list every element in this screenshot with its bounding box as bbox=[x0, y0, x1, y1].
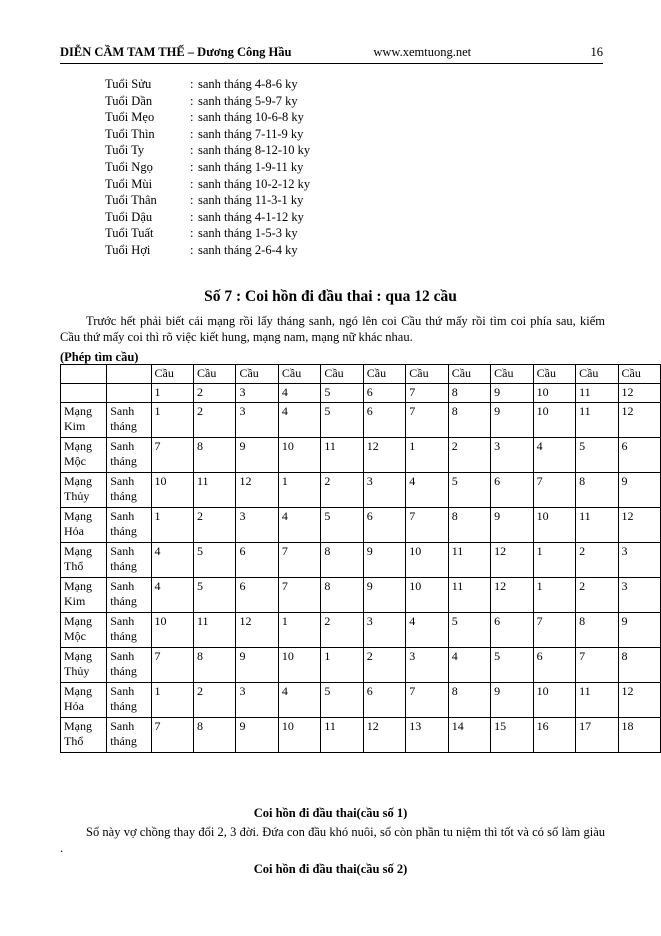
row-mang-label: Mạng Kim bbox=[61, 578, 107, 613]
table-cell: 1 bbox=[533, 578, 575, 613]
column-header: Cầu bbox=[533, 365, 575, 384]
table-cell: 6 bbox=[236, 578, 278, 613]
table-cell: 1 bbox=[406, 438, 448, 473]
zodiac-name: Tuổi Dần bbox=[105, 93, 153, 108]
cell-blank bbox=[107, 384, 151, 403]
table-cell: 9 bbox=[618, 473, 660, 508]
zodiac-name: Tuổi Mẹo bbox=[105, 110, 155, 125]
table-cell: 12 bbox=[618, 403, 660, 438]
table-cell: 7 bbox=[533, 613, 575, 648]
header-website: www.xemtuong.net bbox=[373, 45, 472, 59]
table-cell: 1 bbox=[278, 613, 320, 648]
table-cell: 10 bbox=[278, 718, 320, 753]
table-cell: 8 bbox=[576, 473, 618, 508]
table-cell: 11 bbox=[576, 683, 618, 718]
table-cell: 12 bbox=[491, 578, 533, 613]
row-mang-label: Mạng Thổ bbox=[61, 718, 107, 753]
column-number: 10 bbox=[533, 384, 575, 403]
row-mang-label: Mạng Hỏa bbox=[61, 508, 107, 543]
table-number-row bbox=[61, 384, 661, 403]
table-cell: 7 bbox=[576, 648, 618, 683]
table-cell: 9 bbox=[491, 508, 533, 543]
zodiac-value: sanh tháng 2-6-4 ky bbox=[198, 242, 298, 257]
table-cell: 6 bbox=[491, 613, 533, 648]
table-cell: 11 bbox=[193, 613, 235, 648]
table-cell: 10 bbox=[533, 683, 575, 718]
table-cell: 10 bbox=[533, 403, 575, 438]
table-cell: 7 bbox=[533, 473, 575, 508]
zodiac-name: Tuổi Mùi bbox=[105, 176, 153, 191]
row-mang-label: Mạng Kim bbox=[61, 403, 107, 438]
table-cell: 3 bbox=[236, 508, 278, 543]
column-header: Cầu bbox=[576, 365, 618, 384]
row-sanh-label: Sanh tháng bbox=[107, 403, 151, 438]
table-cell: 9 bbox=[236, 718, 278, 753]
column-number: 11 bbox=[576, 384, 618, 403]
column-number: 12 bbox=[618, 384, 660, 403]
zodiac-month-list bbox=[105, 76, 310, 259]
table-cell: 7 bbox=[151, 438, 193, 473]
table-cell: 1 bbox=[151, 683, 193, 718]
table-cell: 11 bbox=[193, 473, 235, 508]
row-sanh-label: Sanh tháng bbox=[107, 543, 151, 578]
zodiac-name: Tuổi Ty bbox=[105, 143, 145, 158]
table-cell: 15 bbox=[491, 718, 533, 753]
table-cell: 8 bbox=[448, 508, 490, 543]
row-sanh-label: Sanh tháng bbox=[107, 473, 151, 508]
zodiac-separator: : bbox=[190, 242, 194, 257]
table-cell: 14 bbox=[448, 718, 490, 753]
zodiac-separator: : bbox=[190, 77, 194, 91]
table-cell: 8 bbox=[576, 613, 618, 648]
table-cell: 6 bbox=[363, 508, 405, 543]
cell-blank bbox=[61, 384, 107, 403]
table-cell: 5 bbox=[491, 648, 533, 683]
column-number: 2 bbox=[193, 384, 235, 403]
zodiac-value: sanh tháng 11-3-1 ky bbox=[198, 193, 304, 208]
zodiac-separator: : bbox=[190, 159, 194, 174]
table-cell: 10 bbox=[278, 438, 320, 473]
table-cell: 2 bbox=[321, 473, 363, 508]
table-cell: 5 bbox=[193, 578, 235, 613]
row-sanh-label: Sanh tháng bbox=[107, 578, 151, 613]
header-divider bbox=[60, 63, 603, 64]
table-cell: 9 bbox=[363, 543, 405, 578]
table-cell: 4 bbox=[278, 508, 320, 543]
column-number: 7 bbox=[406, 384, 448, 403]
table-cell: 6 bbox=[363, 403, 405, 438]
zodiac-value: sanh tháng 10-6-8 ky bbox=[198, 110, 304, 125]
zodiac-value: sanh tháng 10-2-12 ky bbox=[198, 176, 311, 191]
table-cell: 4 bbox=[406, 613, 448, 648]
zodiac-name: Tuổi Hợi bbox=[105, 242, 151, 257]
list-item bbox=[105, 209, 310, 226]
column-header: Cầu bbox=[491, 365, 533, 384]
table-cell: 2 bbox=[576, 578, 618, 613]
table-cell: 8 bbox=[618, 648, 660, 683]
section-title: Số 7 : Coi hồn đi đầu thai : qua 12 cầu bbox=[204, 288, 457, 305]
page-number: 16 bbox=[590, 45, 603, 59]
table-cell: 9 bbox=[236, 648, 278, 683]
table-row bbox=[61, 613, 661, 648]
table-cell: 12 bbox=[491, 543, 533, 578]
zodiac-separator: : bbox=[190, 226, 194, 241]
table-cell: 3 bbox=[491, 438, 533, 473]
table-cell: 11 bbox=[321, 718, 363, 753]
column-header: Cầu bbox=[406, 365, 448, 384]
column-header: Cầu bbox=[278, 365, 320, 384]
zodiac-separator: : bbox=[190, 176, 194, 191]
table-cell: 4 bbox=[151, 578, 193, 613]
row-mang-label: Mạng Thổ bbox=[61, 543, 107, 578]
zodiac-name: Tuổi Ngọ bbox=[105, 159, 153, 174]
table-cell: 2 bbox=[193, 403, 235, 438]
zodiac-separator: : bbox=[190, 93, 194, 108]
subsection-paragraph-cau-1: Số này vợ chồng thay đổi 2, 3 đời. Đứa con đầu khó nuôi, số còn phần tu niệm thì tốt và có số làm giàu . bbox=[60, 825, 605, 856]
table-cell: 2 bbox=[193, 508, 235, 543]
zodiac-separator: : bbox=[190, 143, 194, 158]
cell-blank bbox=[61, 365, 107, 384]
row-mang-label: Mạng Mộc bbox=[61, 613, 107, 648]
table-row bbox=[61, 648, 661, 683]
column-number: 3 bbox=[236, 384, 278, 403]
column-header: Cầu bbox=[448, 365, 490, 384]
column-number: 4 bbox=[278, 384, 320, 403]
table-row bbox=[61, 683, 661, 718]
column-header: Cầu bbox=[363, 365, 405, 384]
zodiac-value: sanh tháng 1-5-3 ky bbox=[198, 226, 298, 241]
table-cell: 5 bbox=[448, 473, 490, 508]
row-sanh-label: Sanh tháng bbox=[107, 683, 151, 718]
table-cell: 8 bbox=[193, 648, 235, 683]
list-item bbox=[105, 176, 310, 193]
column-header: Cầu bbox=[236, 365, 278, 384]
list-item bbox=[105, 192, 310, 209]
table-cell: 3 bbox=[236, 403, 278, 438]
table-row bbox=[61, 578, 661, 613]
column-number: 9 bbox=[491, 384, 533, 403]
row-sanh-label: Sanh tháng bbox=[107, 613, 151, 648]
table-cell: 3 bbox=[618, 543, 660, 578]
column-header: Cầu bbox=[193, 365, 235, 384]
table-cell: 8 bbox=[193, 718, 235, 753]
zodiac-value: sanh tháng 4-8-6 ky bbox=[198, 77, 298, 91]
table-cell: 10 bbox=[151, 613, 193, 648]
list-item bbox=[105, 93, 310, 110]
page-header bbox=[60, 38, 603, 60]
row-mang-label: Mạng Thủy bbox=[61, 473, 107, 508]
table-cell: 1 bbox=[151, 403, 193, 438]
list-item bbox=[105, 242, 310, 259]
zodiac-value: sanh tháng 8-12-10 ky bbox=[198, 143, 311, 158]
list-item bbox=[105, 76, 310, 93]
table-cell: 10 bbox=[406, 543, 448, 578]
table-cell: 11 bbox=[448, 543, 490, 578]
table-cell: 7 bbox=[278, 543, 320, 578]
table-cell: 10 bbox=[278, 648, 320, 683]
table-cell: 9 bbox=[618, 613, 660, 648]
table-cell: 5 bbox=[448, 613, 490, 648]
column-number: 5 bbox=[321, 384, 363, 403]
row-sanh-label: Sanh tháng bbox=[107, 718, 151, 753]
table-cell: 12 bbox=[236, 473, 278, 508]
zodiac-separator: : bbox=[190, 126, 194, 141]
table-row bbox=[61, 438, 661, 473]
table-cell: 11 bbox=[576, 508, 618, 543]
table-cell: 5 bbox=[193, 543, 235, 578]
table-cell: 9 bbox=[491, 683, 533, 718]
table-cell: 8 bbox=[321, 543, 363, 578]
table-cell: 4 bbox=[533, 438, 575, 473]
row-mang-label: Mạng Hỏa bbox=[61, 683, 107, 718]
table-cell: 11 bbox=[321, 438, 363, 473]
table-row bbox=[61, 473, 661, 508]
row-sanh-label: Sanh tháng bbox=[107, 508, 151, 543]
table-cell: 17 bbox=[576, 718, 618, 753]
table-cell: 10 bbox=[533, 508, 575, 543]
list-item bbox=[105, 225, 310, 242]
zodiac-name: Tuổi Thân bbox=[105, 193, 157, 208]
table-cell: 5 bbox=[321, 508, 363, 543]
table-cell: 1 bbox=[278, 473, 320, 508]
subsection-title-cau-1: Coi hồn đi đầu thai(cầu số 1) bbox=[253, 806, 408, 820]
zodiac-name: Tuổi Sửu bbox=[105, 77, 152, 91]
table-cell: 16 bbox=[533, 718, 575, 753]
table-cell: 8 bbox=[193, 438, 235, 473]
row-mang-label: Mạng Mộc bbox=[61, 438, 107, 473]
table-row bbox=[61, 403, 661, 438]
list-item bbox=[105, 142, 310, 159]
table-cell: 5 bbox=[321, 403, 363, 438]
table-cell: 7 bbox=[406, 683, 448, 718]
table-cell: 2 bbox=[576, 543, 618, 578]
row-sanh-label: Sanh tháng bbox=[107, 648, 151, 683]
table-row bbox=[61, 543, 661, 578]
table-cell: 4 bbox=[406, 473, 448, 508]
table-cell: 2 bbox=[193, 683, 235, 718]
table-cell: 6 bbox=[236, 543, 278, 578]
table-row bbox=[61, 718, 661, 753]
table-cell: 1 bbox=[533, 543, 575, 578]
table-cell: 5 bbox=[321, 683, 363, 718]
table-cell: 18 bbox=[618, 718, 660, 753]
table-cell: 12 bbox=[363, 718, 405, 753]
subsection-title-cau-2: Coi hồn đi đầu thai(cầu số 2) bbox=[253, 862, 408, 876]
table-cell: 3 bbox=[618, 578, 660, 613]
table-cell: 4 bbox=[278, 403, 320, 438]
intro-paragraph: Trước hết phải biết cái mạng rồi lấy tháng sanh, ngó lên coi Cầu thứ mấy rồi tìm coi phía sau, kiếm Cầu thứ mấy coi thì rõ việc kiết hung, mạng nam, mạng nữ khác nhau. bbox=[60, 314, 605, 345]
column-header: Cầu bbox=[151, 365, 193, 384]
table-cell: 12 bbox=[236, 613, 278, 648]
column-header: Cầu bbox=[618, 365, 660, 384]
table-row bbox=[61, 508, 661, 543]
column-header: Cầu bbox=[321, 365, 363, 384]
phep-tim-cau-label: (Phép tìm cầu) bbox=[60, 350, 139, 364]
table-cell: 4 bbox=[151, 543, 193, 578]
table-cell: 3 bbox=[406, 648, 448, 683]
table-cell: 9 bbox=[491, 403, 533, 438]
table-cell: 7 bbox=[406, 508, 448, 543]
zodiac-value: sanh tháng 1-9-11 ky bbox=[198, 159, 304, 174]
zodiac-value: sanh tháng 4-1-12 ky bbox=[198, 209, 304, 224]
table-cell: 12 bbox=[363, 438, 405, 473]
zodiac-name: Tuổi Tuất bbox=[105, 226, 154, 241]
zodiac-separator: : bbox=[190, 193, 194, 208]
zodiac-separator: : bbox=[190, 209, 194, 224]
table-cell: 2 bbox=[448, 438, 490, 473]
table-cell: 3 bbox=[236, 683, 278, 718]
table-cell: 11 bbox=[576, 403, 618, 438]
table-cell: 7 bbox=[151, 648, 193, 683]
table-cell: 9 bbox=[236, 438, 278, 473]
cell-blank bbox=[107, 365, 151, 384]
table-cell: 3 bbox=[363, 613, 405, 648]
table-cell: 7 bbox=[151, 718, 193, 753]
list-item bbox=[105, 126, 310, 143]
table-cell: 7 bbox=[406, 403, 448, 438]
table-cell: 6 bbox=[491, 473, 533, 508]
table-cell: 8 bbox=[321, 578, 363, 613]
table-cell: 6 bbox=[533, 648, 575, 683]
table-cell: 5 bbox=[576, 438, 618, 473]
table-cell: 7 bbox=[278, 578, 320, 613]
list-item bbox=[105, 109, 310, 126]
table-cell: 11 bbox=[448, 578, 490, 613]
table-cell: 8 bbox=[448, 683, 490, 718]
table-cell: 1 bbox=[321, 648, 363, 683]
table-header-row bbox=[61, 365, 661, 384]
table-cell: 12 bbox=[618, 683, 660, 718]
zodiac-separator: : bbox=[190, 110, 194, 125]
zodiac-value: sanh tháng 5-9-7 ky bbox=[198, 93, 298, 108]
row-sanh-label: Sanh tháng bbox=[107, 438, 151, 473]
zodiac-value: sanh tháng 7-11-9 ky bbox=[198, 126, 304, 141]
table-cell: 4 bbox=[448, 648, 490, 683]
table-cell: 9 bbox=[363, 578, 405, 613]
table-cell: 4 bbox=[278, 683, 320, 718]
zodiac-name: Tuổi Thìn bbox=[105, 126, 155, 141]
table-cell: 10 bbox=[151, 473, 193, 508]
cau-table bbox=[60, 364, 661, 753]
list-item bbox=[105, 159, 310, 176]
table-cell: 2 bbox=[363, 648, 405, 683]
table-cell: 1 bbox=[151, 508, 193, 543]
zodiac-name: Tuổi Dậu bbox=[105, 209, 153, 224]
row-mang-label: Mạng Thủy bbox=[61, 648, 107, 683]
table-cell: 6 bbox=[618, 438, 660, 473]
table-cell: 8 bbox=[448, 403, 490, 438]
table-cell: 13 bbox=[406, 718, 448, 753]
table-cell: 12 bbox=[618, 508, 660, 543]
table-cell: 2 bbox=[321, 613, 363, 648]
column-number: 6 bbox=[363, 384, 405, 403]
table-cell: 3 bbox=[363, 473, 405, 508]
table-cell: 10 bbox=[406, 578, 448, 613]
header-title-left: DIỄN CẦM TAM THẾ – Dương Công Hầu bbox=[60, 45, 292, 59]
table-cell: 6 bbox=[363, 683, 405, 718]
column-number: 1 bbox=[151, 384, 193, 403]
column-number: 8 bbox=[448, 384, 490, 403]
